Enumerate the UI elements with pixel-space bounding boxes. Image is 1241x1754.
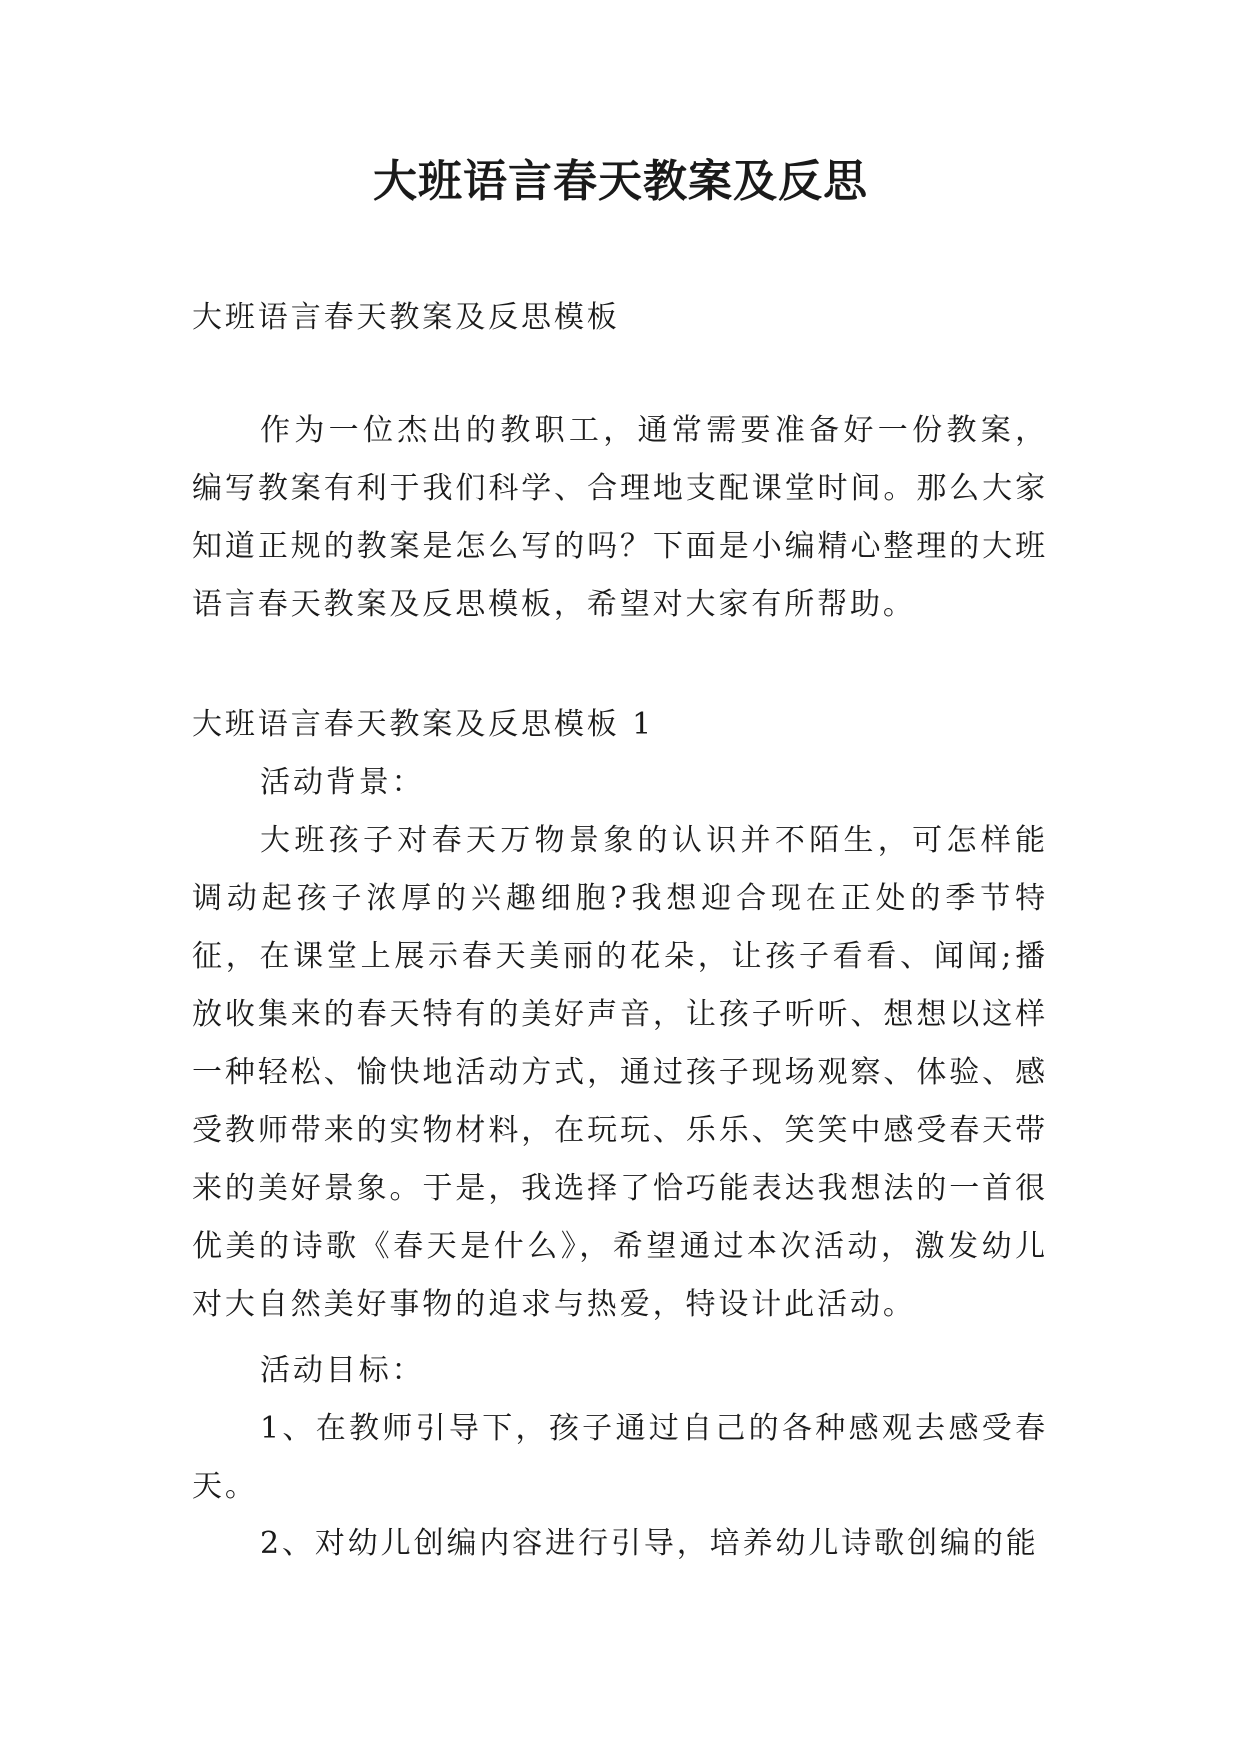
goal-item-1: 1、在教师引导下，孩子通过自己的各种感观去感受春天。 [192,1411,1048,1504]
document-title: 大班语言春天教案及反思 [373,156,868,207]
goal-item-2: 2、对幼儿创编内容进行引导，培养幼儿诗歌创编的能 [260,1526,1039,1561]
intro-paragraph: 作为一位杰出的教职工，通常需要准备好一份教案，编写教案有利于我们科学、合理地支配课堂时间。那么大家知道正规的教案是怎么写的吗？下面是小编精心整理的大班语言春天教案及反思模板，希望对大家有所帮助。 [192,413,1048,622]
document-subtitle: 大班语言春天教案及反思模板 [192,300,620,335]
section-heading: 大班语言春天教案及反思模板 1 [192,707,655,742]
background-paragraph: 大班孩子对春天万物景象的认识并不陌生，可怎样能调动起孩子浓厚的兴趣细胞?我想迎合现在正处的季节特征，在课堂上展示春天美丽的花朵，让孩子看看、闻闻;播放收集来的春天特有的美好声音，让孩子听听、想想以这样一种轻松、愉快地活动方式，通过孩子现场观察、体验、感受教师带来的实物材料，在玩玩、乐乐、笑笑中感受春天带来的美好景象。于是，我选择了恰巧能表达我想法的一首很优美的诗歌《春天是什么》，希望通过本次活动，激发幼儿对大自然美好事物的追求与热爱，特设计此活动。 [192,823,1048,1322]
goals-label: 活动目标： [260,1353,425,1388]
background-label: 活动背景： [260,765,425,800]
